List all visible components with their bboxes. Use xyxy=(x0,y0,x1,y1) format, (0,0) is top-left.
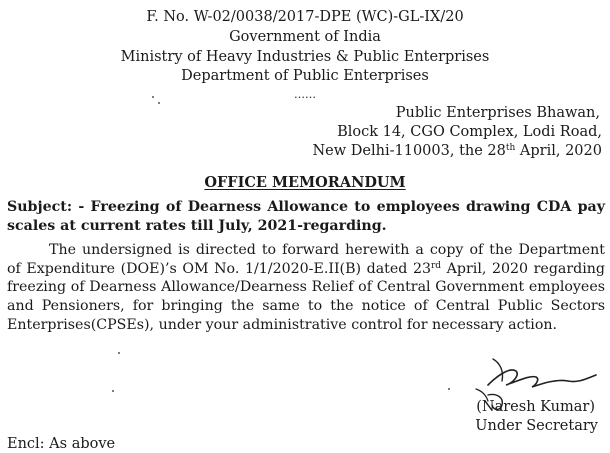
address-line-2: Block 14, CGO Complex, Lodi Road, xyxy=(337,124,602,140)
scan-speck xyxy=(152,96,154,98)
ministry-name: Ministry of Heavy Industries & Public Enterprises xyxy=(120,49,490,65)
memo-title-text: OFFICE MEMORANDUM xyxy=(204,174,406,191)
address-line-3-end: April, 2020 xyxy=(515,143,602,159)
address-date-line xyxy=(312,142,602,160)
address-line-3: New Delhi-110003, the 28 xyxy=(312,143,506,159)
header-separator: …… xyxy=(294,88,316,101)
body-part-2: April, 2020 regarding freezing of Dearness Allowance/Dearness Relief of Central Government employees and Pensioners, for bringing the same to the notice of Central Public Sectors Enterprises(CPSEs), under your administrative control for necessary action. xyxy=(7,260,605,333)
subject-line: Subject: - Freezing of Dearness Allowance to employees drawing CDA pay scales at current rates till July, 2021-regarding. xyxy=(7,199,605,234)
scan-speck xyxy=(112,390,114,392)
signatory-designation: Under Secretary xyxy=(475,418,598,434)
scan-speck xyxy=(448,388,450,390)
date-suffix: th xyxy=(505,143,516,153)
memo-title xyxy=(0,174,610,192)
body-part-1: The undersigned is directed to forward herewith a copy of the Department of Expenditure (DOE)’s OM No. 1/1/2020-E.II(B) dated 23 xyxy=(7,242,605,277)
government-name: Government of India xyxy=(229,29,381,45)
scan-speck xyxy=(158,102,160,104)
memo-body xyxy=(7,241,605,335)
signatory-name: (Naresh Kumar) xyxy=(476,399,595,415)
address-line-1: Public Enterprises Bhawan, xyxy=(395,105,600,121)
file-number: F. No. W-02/0038/2017-DPE (WC)-GL-IX/20 xyxy=(146,9,464,25)
scan-speck xyxy=(118,352,120,354)
enclosure-note: Encl: As above xyxy=(7,436,116,452)
department-name: Department of Public Enterprises xyxy=(181,68,429,84)
body-date-suffix: rd xyxy=(431,260,442,271)
